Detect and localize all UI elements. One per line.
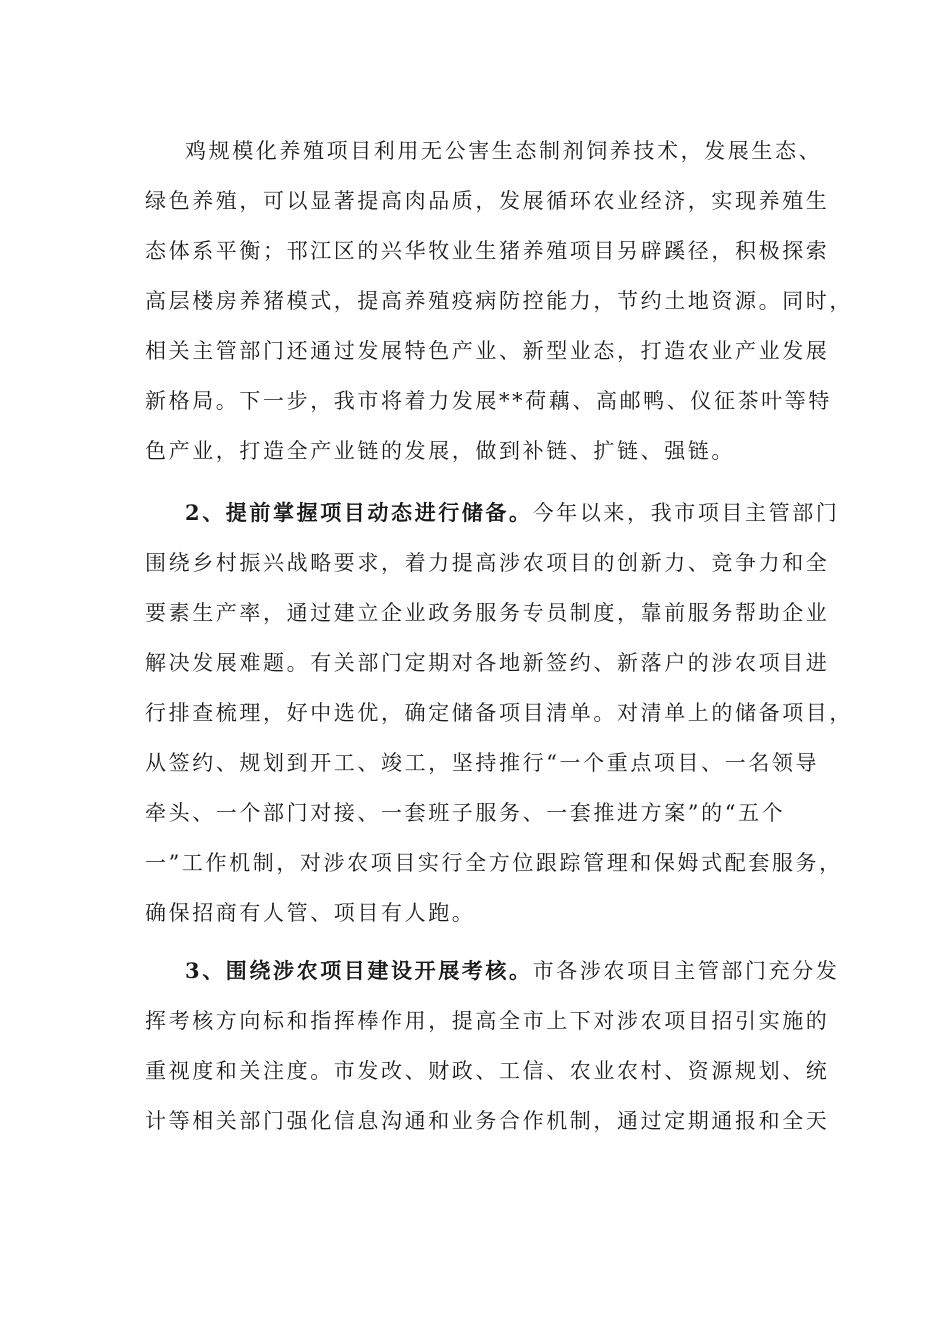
section-heading: 3、围绕涉农项目建设开展考核。 — [185, 958, 533, 983]
paragraph-line: 从签约、规划到开工、竣工，坚持推行“一个重点项目、一名领导 — [145, 751, 820, 775]
section-heading: 2、提前掌握项目动态进行储备。 — [185, 500, 533, 525]
paragraph-line: 重视度和关注度。市发改、财政、工信、农业农村、资源规划、统 — [145, 1059, 830, 1083]
paragraph-line: 牵头、一个部门对接、一套班子服务、一套推进方案”的“五个 — [145, 801, 786, 825]
paragraph-line: 绿色养殖，可以显著提高肉品质，发展循环农业经济，实现养殖生 — [145, 189, 830, 213]
paragraph-line: 确保招商有人管、项目有人跑。 — [145, 901, 476, 925]
paragraph-1 — [145, 126, 853, 476]
paragraph-3 — [145, 946, 840, 1146]
paragraph-line: 要素生产率，通过建立企业政务服务专员制度，靠前服务帮助企业 — [145, 601, 830, 625]
paragraph-line: 计等相关部门强化信息沟通和业务合作机制，通过定期通报和全天 — [145, 1109, 830, 1133]
paragraph-line: 新格局。下一步，我市将着力发展**荷藕、高邮鸭、仪征茶叶等特 — [145, 389, 832, 413]
paragraph-first-line — [145, 488, 840, 538]
first-line-text: 市各涉农项目主管部门充分发 — [532, 959, 840, 983]
paragraph-line: 色产业，打造全产业链的发展，做到补链、扩链、强链。 — [145, 439, 735, 463]
paragraph-line: 态体系平衡；邗江区的兴华牧业生猪养殖项目另辟蹊径，积极探索 — [145, 239, 830, 263]
paragraph-line: 一”工作机制，对涉农项目实行全方位跟踪管理和保姆式配套服务， — [145, 851, 843, 875]
paragraph-line: 围绕乡村振兴战略要求，着力提高涉农项目的创新力、竞争力和全 — [145, 551, 830, 575]
paragraph-line: 相关主管部门还通过发展特色产业、新型业态，打造农业产业发展 — [145, 339, 830, 363]
paragraph-line: 高层楼房养猪模式，提高养殖疫病防控能力，节约土地资源。同时， — [145, 289, 853, 313]
paragraph-line: 行排查梳理，好中选优，确定储备项目清单。对清单上的储备项目， — [145, 701, 853, 725]
first-line-text: 今年以来，我市项目主管部门 — [532, 501, 840, 525]
paragraph-line: 解决发展难题。有关部门定期对各地新签约、新落户的涉农项目进 — [145, 651, 830, 675]
paragraph-line: 鸡规模化养殖项目利用无公害生态制剂饲养技术，发展生态、 — [185, 139, 823, 163]
paragraph-first-line — [145, 946, 840, 996]
paragraph-line: 挥考核方向标和指挥棒作用，提高全市上下对涉农项目招引实施的 — [145, 1009, 830, 1033]
paragraph-2 — [145, 488, 853, 938]
